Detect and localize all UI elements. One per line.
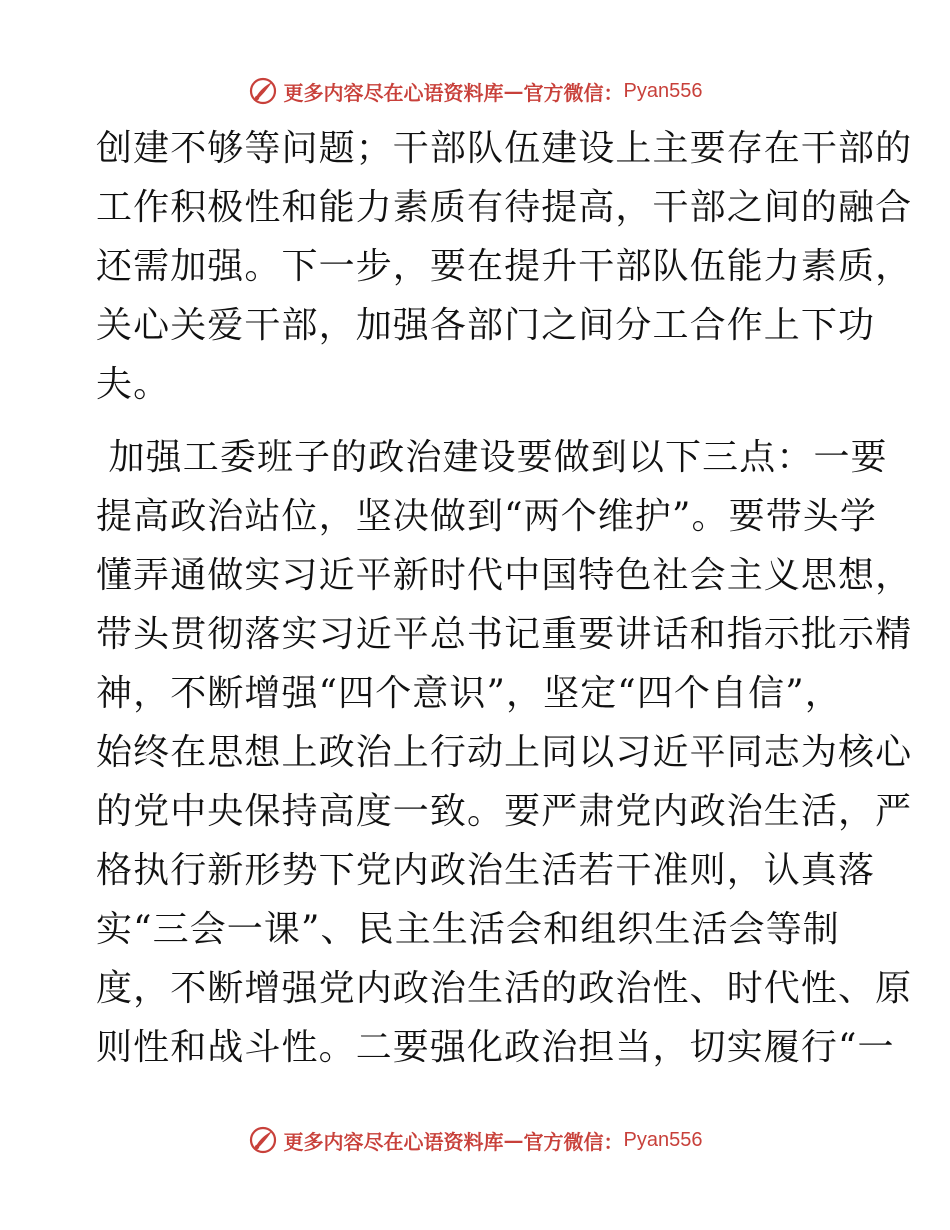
paragraph-2-line: 格执行新形势下党内政治生活若干准则，认真落 bbox=[96, 850, 876, 891]
banner-main-text: 更多内容尽在心语资料库 bbox=[283, 1129, 504, 1154]
banner-label: 官方微信： bbox=[523, 1129, 624, 1154]
header-watermark bbox=[0, 71, 950, 111]
paragraph-2-line: 加强工委班子的政治建设要做到以下三点：一要 bbox=[96, 437, 888, 478]
footer-watermark bbox=[0, 1120, 950, 1160]
banner-label: 官方微信： bbox=[523, 80, 624, 105]
paragraph-2-line: 度，不断增强党内政治生活的政治性、时代性、原 bbox=[96, 968, 913, 1009]
banner-main-text: 更多内容尽在心语资料库 bbox=[283, 80, 504, 105]
brush-logo-icon bbox=[248, 1125, 278, 1155]
paragraph-2-line: 的党中央保持高度一致。要严肃党内政治生活，严 bbox=[96, 791, 913, 832]
paragraph-2-line: 则性和战斗性。二要强化政治担当，切实履行“一 bbox=[96, 1027, 895, 1068]
paragraph-2-line: 提高政治站位，坚决做到“两个维护”。要带头学 bbox=[96, 496, 878, 537]
paragraph-1-line: 还需加强。下一步，要在提升干部队伍能力素质， bbox=[96, 246, 913, 287]
paragraph-1-line: 创建不够等问题；干部队伍建设上主要存在干部的 bbox=[96, 128, 913, 169]
paragraph-1-line: 工作积极性和能力素质有待提高，干部之间的融合 bbox=[96, 187, 913, 228]
document-body bbox=[96, 119, 913, 1077]
paragraph-2-line: 实“三会一课”、民主生活会和组织生活会等制 bbox=[96, 909, 840, 950]
paragraph-2-line: 带头贯彻落实习近平总书记重要讲话和指示批示精 bbox=[96, 614, 913, 655]
paragraph-1-line: 夫。 bbox=[96, 364, 171, 405]
banner-wechat-id: Pyan556 bbox=[623, 1128, 703, 1151]
banner-dash: — bbox=[503, 79, 524, 103]
paragraph-2-line: 懂弄通做实习近平新时代中国特色社会主义思想， bbox=[96, 555, 913, 596]
brush-logo-icon bbox=[248, 76, 278, 106]
paragraph-2-line: 始终在思想上政治上行动上同以习近平同志为核心 bbox=[96, 732, 913, 773]
banner-wechat-id: Pyan556 bbox=[623, 79, 703, 102]
paragraph-1-line: 关心关爱干部，加强各部门之间分工合作上下功 bbox=[96, 305, 876, 346]
banner-dash: — bbox=[503, 1128, 524, 1152]
paragraph-gap bbox=[96, 414, 856, 428]
paragraph-2-line: 神，不断增强“四个意识”，坚定“四个自信”， bbox=[96, 673, 842, 714]
